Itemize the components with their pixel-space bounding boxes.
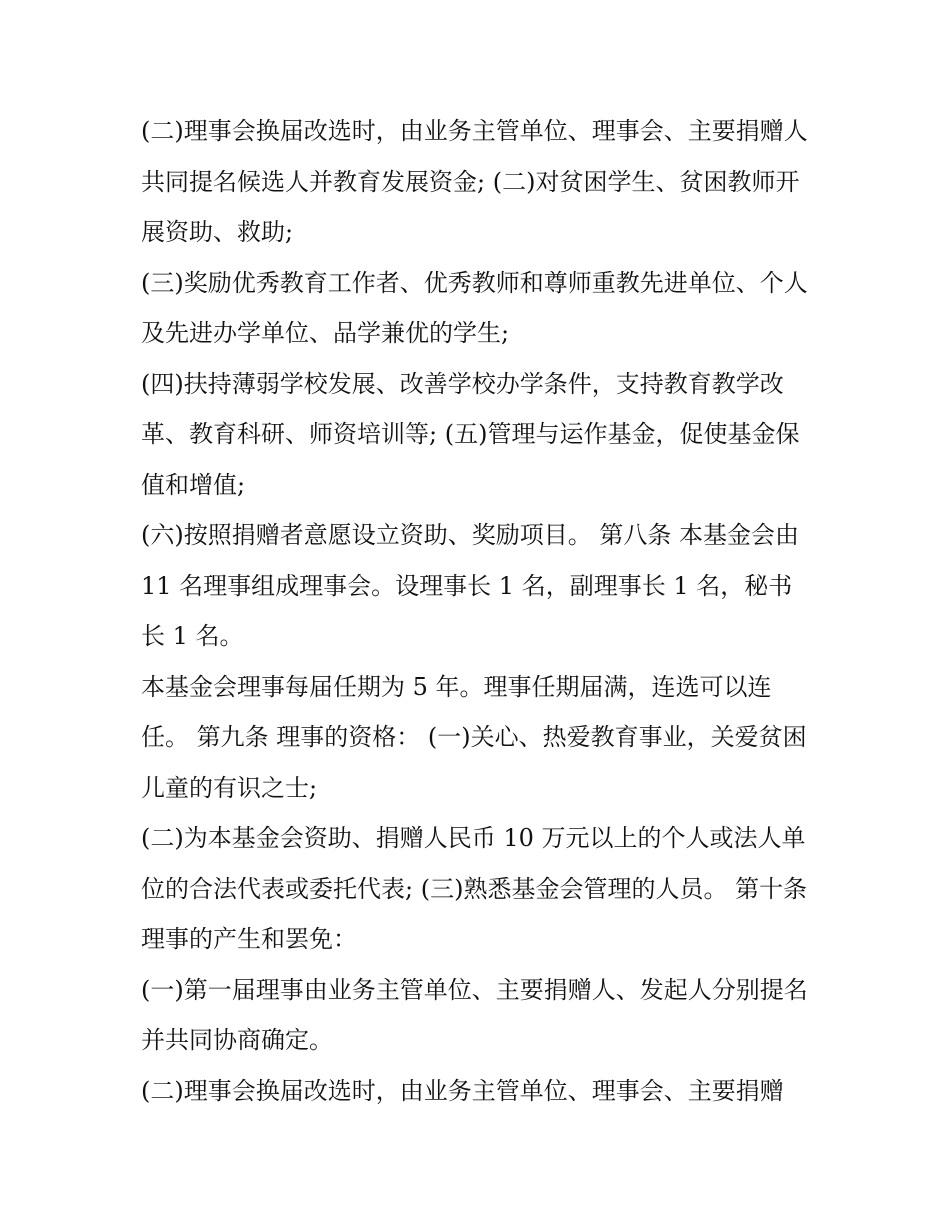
- paragraph-7: (一)第一届理事由业务主管单位、主要捐赠人、发起人分别提名并共同协商确定。: [141, 975, 808, 1054]
- paragraph-2: (三)奖励优秀教育工作者、优秀教师和尊师重教先进单位、个人及先进办学单位、品学兼优的学生;: [141, 268, 808, 347]
- paragraph-6: (二)为本基金会资助、捐赠人民币 10 万元以上的个人或法人单位的合法代表或委托代表; (三)熟悉基金会管理的人员。 第十条 理事的产生和罢免：: [141, 824, 808, 953]
- document-body: [141, 106, 813, 1116]
- paragraph-5: 本基金会理事每届任期为 5 年。理事任期届满，连选可以连任。 第九条 理事的资格： (一)关心、热爱教育事业，关爱贫困儿童的有识之士;: [141, 672, 807, 802]
- paragraph-8: (二)理事会换届改选时，由业务主管单位、理事会、主要捐赠: [141, 1076, 784, 1105]
- paragraph-3: (四)扶持薄弱学校发展、改善学校办学条件，支持教育教学改革、教育科研、师资培训等; (五)管理与运作基金，促使基金保值和增值;: [141, 369, 800, 499]
- paragraph-4: (六)按照捐赠者意愿设立资助、奖励项目。 第八条 本基金会由 11 名理事组成理事会。设理事长 1 名，副理事长 1 名，秘书长 1 名。: [141, 521, 799, 650]
- paragraph-1: (二)理事会换届改选时，由业务主管单位、理事会、主要捐赠人共同提名候选人并教育发展资金; (二)对贫困学生、贫困教师开展资助、救助;: [141, 117, 808, 246]
